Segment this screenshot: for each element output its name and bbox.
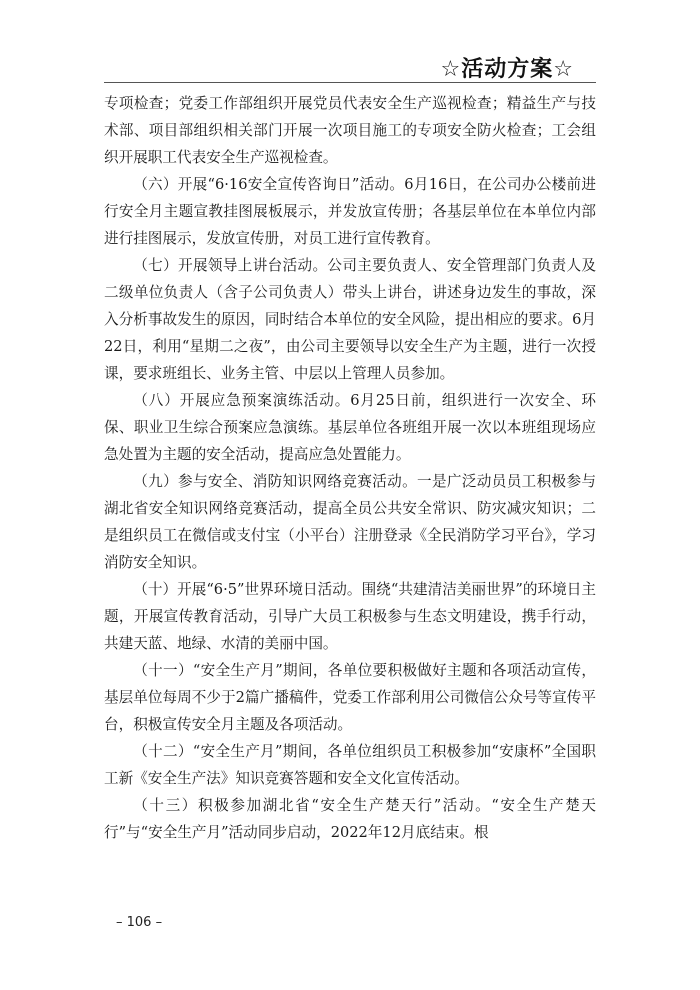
paragraph-item-13: （十三）积极参加湖北省“安全生产楚天行”活动。“安全生产楚天行”与“安全生产月”活动同步启动，2022年12月底结束。根	[104, 797, 596, 841]
paragraph-item-12: （十二）“安全生产月”期间，各单位组织员工积极参加“安康杯”全国职工新《安全生产法》知识竞赛答题和安全文化宣传活动。	[104, 743, 596, 787]
page-header-title: ☆活动方案☆	[440, 57, 574, 82]
page-number: – 106 –	[116, 915, 163, 930]
paragraph-item-8: （八）开展应急预案演练活动。6月25日前，组织进行一次安全、环保、职业卫生综合预案应急演练。基层单位各班组开展一次以本班组现场应急处置为主题的安全活动，提高应急处置能力。	[104, 392, 596, 463]
paragraph-continuation: 专项检查；党委工作部组织开展党员代表安全生产巡视检查；精益生产与技术部、项目部组织相关部门开展一次项目施工的专项安全防火检查；工会组织开展职工代表安全生产巡视检查。	[104, 95, 596, 166]
document-body	[104, 90, 596, 846]
header-divider	[104, 82, 596, 83]
paragraph-item-10: （十）开展“6·5”世界环境日活动。围绕“共建清洁美丽世界”的环境日主题，开展宣传教育活动，引导广大员工积极参与生态文明建设，携手行动，共建天蓝、地绿、水清的美丽中国。	[104, 581, 596, 652]
paragraph-item-9: （九）参与安全、消防知识网络竞赛活动。一是广泛动员员工积极参与湖北省安全知识网络竞赛活动，提高全员公共安全常识、防灾减灾知识；二是组织员工在微信或支付宝（小平台）注册登录《全民消防学习平台》，学习消防安全知识。	[104, 473, 596, 571]
paragraph-item-7: （七）开展领导上讲台活动。公司主要负责人、安全管理部门负责人及二级单位负责人（含子公司负责人）带头上讲台，讲述身边发生的事故，深入分析事故发生的原因，同时结合本单位的安全风险，提出相应的要求。6月22日，利用“星期二之夜”，由公司主要领导以安全生产为主题，进行一次授课，要求班组长、业务主管、中层以上管理人员参加。	[104, 257, 596, 382]
paragraph-item-6: （六）开展“6·16安全宣传咨询日”活动。6月16日，在公司办公楼前进行安全月主题宣教挂图展板展示，并发放宣传册；各基层单位在本单位内部进行挂图展示，发放宣传册，对员工进行宣传教育。	[104, 176, 596, 247]
paragraph-item-11: （十一）“安全生产月”期间，各单位要积极做好主题和各项活动宣传，基层单位每周不少于2篇广播稿件，党委工作部利用公司微信公众号等宣传平台，积极宣传安全月主题及各项活动。	[104, 662, 596, 733]
